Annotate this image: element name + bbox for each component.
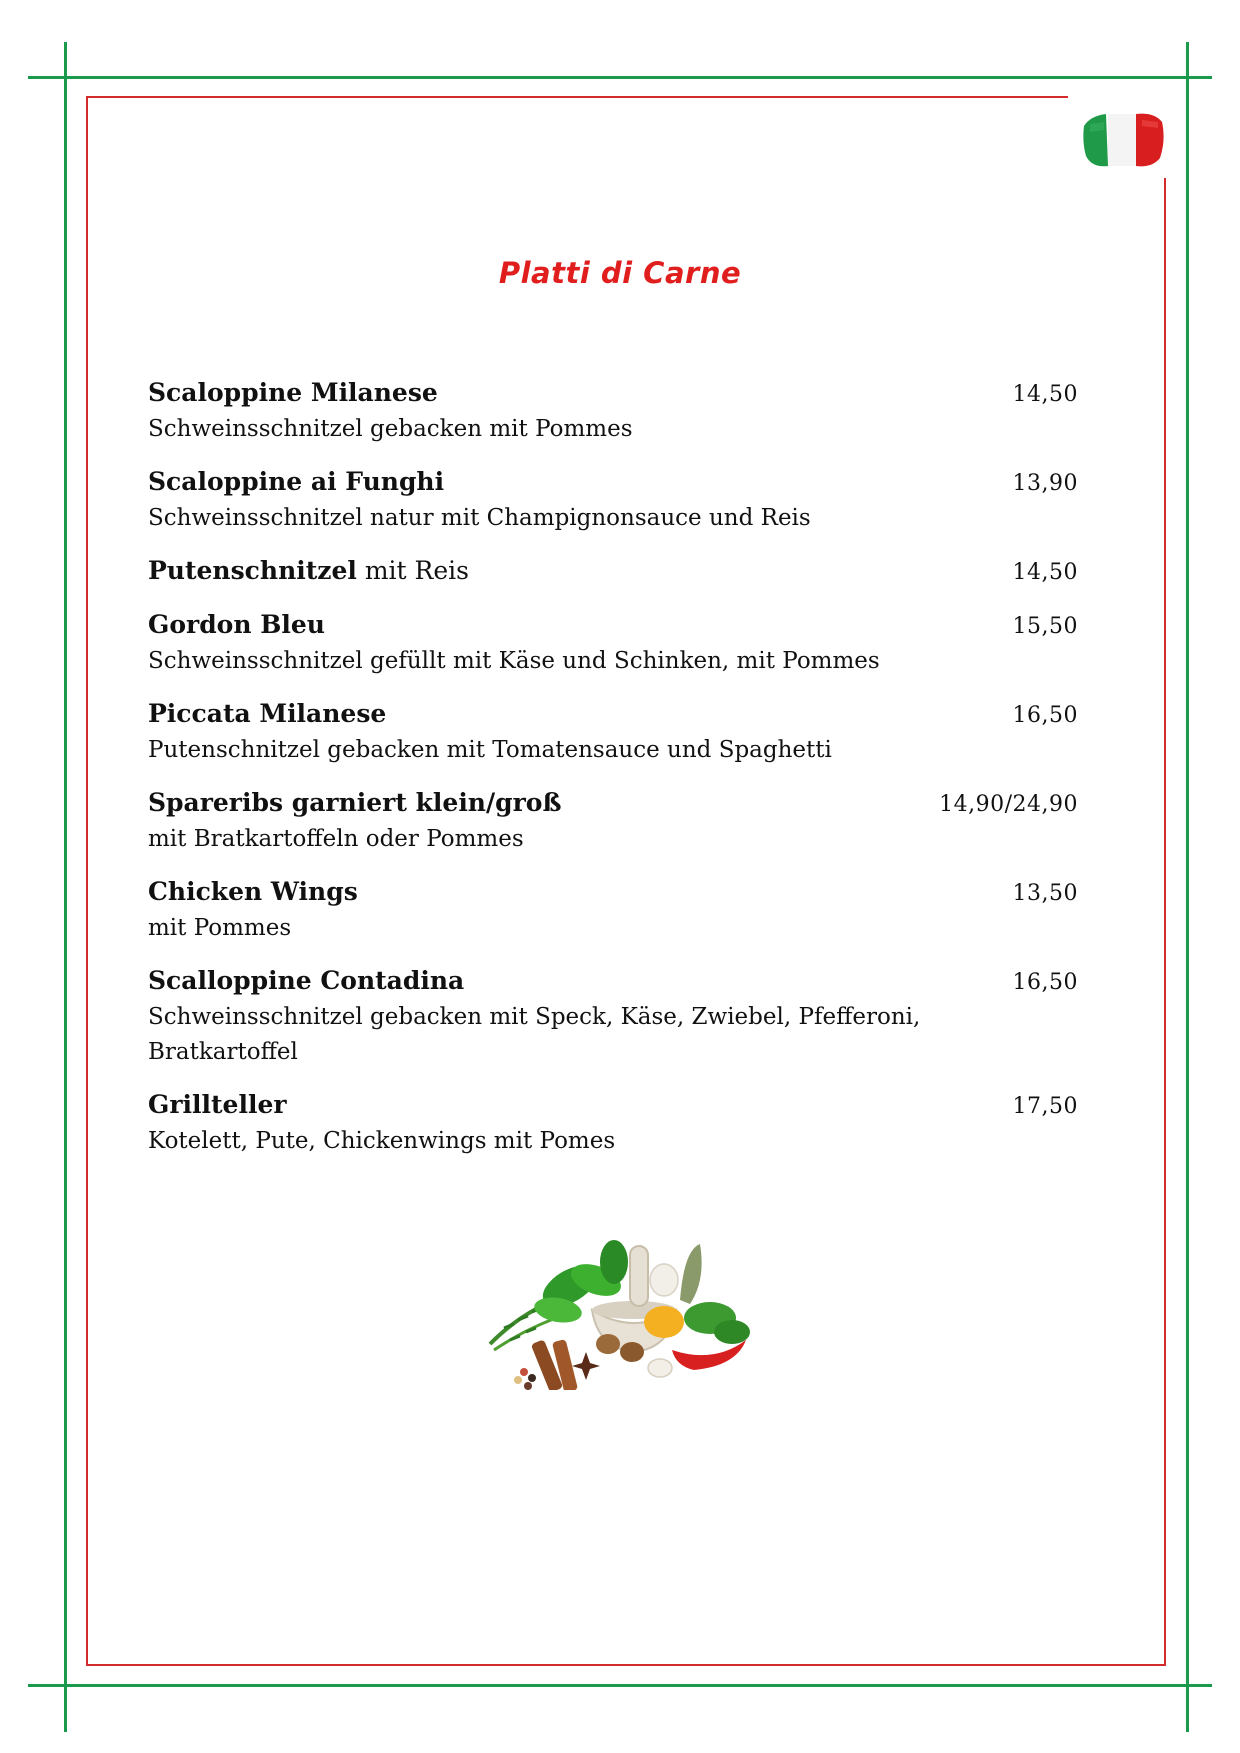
border-left-green — [64, 42, 67, 1732]
dish-name: Piccata Milanese — [148, 699, 387, 728]
dish-name: Gordon Bleu — [148, 610, 325, 639]
herbs-spices-icon — [484, 1240, 756, 1390]
page-title: Platti di Carne — [498, 256, 742, 290]
dish-name: Scalloppine Contadina — [148, 966, 465, 995]
dish-name: Scaloppine ai Funghi — [148, 467, 445, 496]
dish-price: 14,50 — [1012, 382, 1078, 407]
dish-description: Schweinsschnitzel natur mit Champignonsauce und Reis — [148, 505, 811, 531]
border-bottom-green — [28, 1684, 1212, 1687]
dish-price: 16,50 — [1012, 703, 1078, 728]
dish-name: Grillteller — [148, 1090, 287, 1119]
dish-name: Scaloppine Milanese — [148, 378, 438, 407]
menu-item — [148, 553, 1078, 590]
dish-name: Putenschnitzel mit Reis — [148, 556, 469, 585]
dish-description: Kotelett, Pute, Chickenwings mit Pomes — [148, 1128, 616, 1154]
border-right-red — [1164, 178, 1166, 1666]
menu-item — [148, 1087, 1078, 1159]
menu-item — [148, 607, 1078, 679]
menu-item — [148, 375, 1078, 447]
border-left-red — [86, 96, 88, 1666]
dish-description-continued: Bratkartoffel — [148, 1039, 298, 1065]
dish-description: Schweinsschnitzel gebacken mit Pommes — [148, 416, 633, 442]
menu-list — [148, 375, 1078, 1176]
menu-item — [148, 874, 1078, 946]
italian-flag-icon — [1080, 104, 1166, 174]
menu-item — [148, 963, 1078, 1070]
menu-item — [148, 464, 1078, 536]
menu-item — [148, 785, 1078, 857]
dish-price: 14,90/24,90 — [939, 792, 1078, 817]
border-top-green — [28, 76, 1212, 79]
dish-description: Schweinsschnitzel gebacken mit Speck, Käse, Zwiebel, Pfefferoni, — [148, 1004, 921, 1030]
dish-price: 15,50 — [1012, 614, 1078, 639]
border-bottom-red — [86, 1664, 1166, 1666]
dish-price: 13,50 — [1012, 881, 1078, 906]
menu-item — [148, 696, 1078, 768]
dish-price: 13,90 — [1012, 471, 1078, 496]
dish-name: Spareribs garniert klein/groß — [148, 788, 562, 817]
dish-price: 17,50 — [1012, 1094, 1078, 1119]
dish-price: 16,50 — [1012, 970, 1078, 995]
dish-description: mit Pommes — [148, 915, 292, 941]
border-top-red — [86, 96, 1068, 98]
dish-price: 14,50 — [1012, 560, 1078, 585]
border-right-green — [1186, 42, 1189, 1732]
dish-name: Chicken Wings — [148, 877, 358, 906]
dish-description: mit Bratkartoffeln oder Pommes — [148, 826, 524, 852]
dish-description: Putenschnitzel gebacken mit Tomatensauce und Spaghetti — [148, 737, 832, 763]
dish-description: Schweinsschnitzel gefüllt mit Käse und Schinken, mit Pommes — [148, 648, 880, 674]
